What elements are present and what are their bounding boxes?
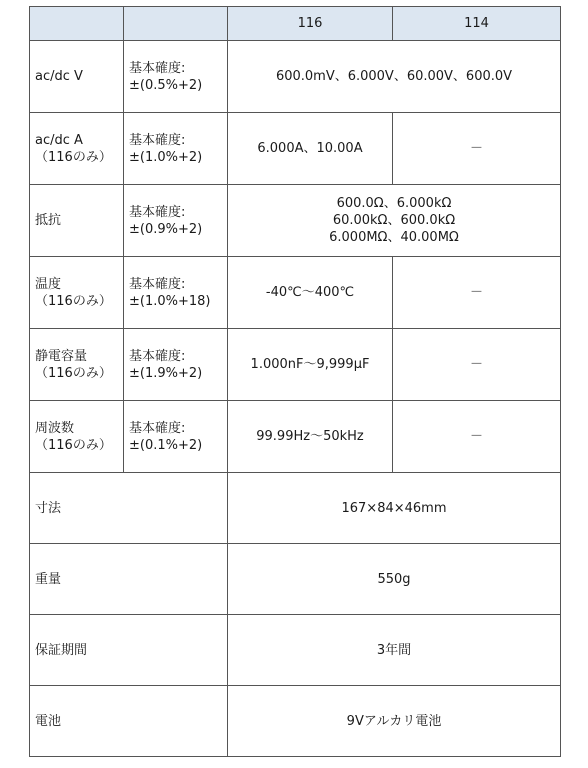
row-label-text: 重量 <box>35 571 62 587</box>
accuracy-title: 基本確度: <box>129 132 186 148</box>
value-116-cell: -40℃～400℃ <box>228 257 393 329</box>
value-114-cell: － <box>393 401 561 473</box>
accuracy-cell <box>124 113 228 185</box>
row-label-text: 電池 <box>35 713 62 729</box>
row-acdc-v <box>30 41 561 113</box>
row-label-text: 寸法 <box>35 500 62 516</box>
accuracy-cell <box>124 257 228 329</box>
row-acdc-a <box>30 113 561 185</box>
value-116-cell: 99.99Hz～50kHz <box>228 401 393 473</box>
header-empty-cell <box>124 7 228 41</box>
header-empty-cell <box>30 7 124 41</box>
header-114: 114 <box>393 7 561 41</box>
row-label <box>30 113 124 185</box>
accuracy-title: 基本確度: <box>129 204 186 220</box>
row-label <box>30 185 124 257</box>
row-label-text: 温度 <box>35 276 62 292</box>
value-cell: 9Vアルカリ電池 <box>228 686 561 757</box>
accuracy-title: 基本確度: <box>129 276 186 292</box>
value-cell <box>228 185 561 257</box>
row-label <box>30 544 228 615</box>
row-label-text: 周波数 <box>35 420 75 436</box>
accuracy-value: ±(0.5%+2) <box>129 77 203 93</box>
accuracy-value: ±(1.9%+2) <box>129 365 203 381</box>
header-row <box>30 7 561 41</box>
row-label-text: 抵抗 <box>35 213 62 228</box>
row-label-text: 保証期間 <box>35 642 88 658</box>
accuracy-title: 基本確度: <box>129 348 186 364</box>
row-frequency <box>30 401 561 473</box>
row-label-note: （116のみ） <box>35 149 112 165</box>
header-116: 116 <box>228 7 393 41</box>
row-label-note: （116のみ） <box>35 365 112 381</box>
row-warranty <box>30 615 561 686</box>
accuracy-cell <box>124 185 228 257</box>
row-temperature <box>30 257 561 329</box>
value-116-cell: 6.000A、10.00A <box>228 113 393 185</box>
row-label <box>30 401 124 473</box>
accuracy-title: 基本確度: <box>129 60 186 76</box>
value-line: 60.00kΩ、600.0kΩ <box>332 213 456 228</box>
value-116-cell: 1.000nF～9,999μF <box>228 329 393 401</box>
accuracy-cell <box>124 41 228 113</box>
accuracy-title: 基本確度: <box>129 420 186 436</box>
row-capacitance <box>30 329 561 401</box>
row-label <box>30 257 124 329</box>
row-label <box>30 41 124 113</box>
accuracy-value: ±(1.0%+2) <box>129 149 203 165</box>
value-114-cell: － <box>393 329 561 401</box>
accuracy-cell <box>124 401 228 473</box>
value-line: 6.000MΩ、40.00MΩ <box>329 230 459 245</box>
spec-table <box>29 6 561 757</box>
value-114-cell: － <box>393 257 561 329</box>
row-label <box>30 686 228 757</box>
row-label <box>30 329 124 401</box>
value-cell: 550g <box>228 544 561 615</box>
row-weight <box>30 544 561 615</box>
value-line: 600.0Ω、6.000kΩ <box>336 196 452 211</box>
row-label-note: （116のみ） <box>35 293 112 309</box>
row-resistance <box>30 185 561 257</box>
value-114-cell: － <box>393 113 561 185</box>
value-cell: 3年間 <box>228 615 561 686</box>
row-label-text: ac/dc A <box>35 132 83 148</box>
row-label-note: （116のみ） <box>35 437 112 453</box>
accuracy-value: ±(1.0%+18) <box>129 293 211 309</box>
accuracy-value: ±(0.9%+2) <box>129 221 203 237</box>
row-label-text: 静電容量 <box>35 348 88 364</box>
row-dimensions <box>30 473 561 544</box>
row-label-text: ac/dc V <box>35 69 83 84</box>
accuracy-cell <box>124 329 228 401</box>
row-label <box>30 615 228 686</box>
accuracy-value: ±(0.1%+2) <box>129 437 203 453</box>
row-label <box>30 473 228 544</box>
value-cell: 167×84×46mm <box>228 473 561 544</box>
row-battery <box>30 686 561 757</box>
value-cell: 600.0mV、6.000V、60.00V、600.0V <box>228 41 561 113</box>
